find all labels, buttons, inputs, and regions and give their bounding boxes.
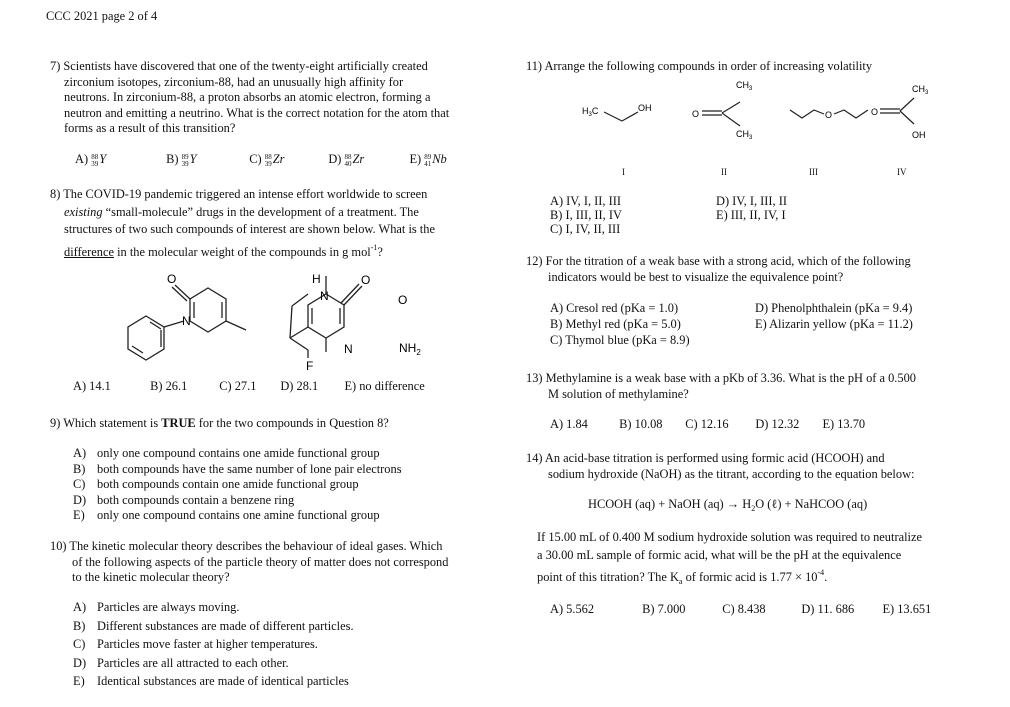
question-8: [50, 186, 435, 261]
q14-option-c[interactable]: C) 8.438: [722, 602, 766, 616]
q8-atom-o3: O: [398, 293, 408, 307]
q8-option-a[interactable]: A) 14.1: [73, 379, 111, 393]
q11-label-iv: IV: [897, 167, 907, 177]
q7-line3: neutrons. In zirconium-88, a proton absorbs an atomic electron, forming a: [64, 90, 431, 104]
q11-option-e[interactable]: E) III, II, IV, I: [716, 208, 786, 222]
q11-ch3a: $CH_3$: [736, 80, 753, 92]
q11-ch3b: $CH_3$: [736, 129, 753, 141]
q7-option-c[interactable]: C) 88 39Zr: [249, 152, 285, 168]
q13-options: [550, 417, 865, 433]
q8-atom-o2: O: [361, 273, 371, 287]
q12-line1: 12) For the titration of a weak base with a strong acid, which of the following: [526, 254, 911, 268]
compound-i-bonds: [604, 112, 638, 121]
q12-option-d[interactable]: D) Phenolphthalein (pKa = 9.4): [755, 301, 913, 315]
q7-line1: 7) Scientists have discovered that one of the twenty-eight artificially created: [50, 59, 428, 73]
q10-line3: to the kinetic molecular theory?: [72, 570, 230, 584]
q12-options-right: [755, 300, 913, 332]
q11-option-b[interactable]: B) I, III, II, IV: [550, 208, 622, 222]
q8-atom-f: F: [306, 359, 314, 373]
q13-option-e[interactable]: E) 13.70: [822, 417, 866, 431]
q7-option-a[interactable]: A) 88 39Y: [75, 152, 107, 168]
q8-options: [73, 379, 425, 395]
q11-stem: 11) Arrange the following compounds in order of increasing volatility: [526, 59, 873, 73]
q12-option-a[interactable]: A) Cresol red (pKa = 1.0): [550, 301, 679, 315]
q8-option-d[interactable]: D) 28.1: [280, 379, 319, 393]
q13-line1: 13) Methylamine is a weak base with a pKb of 3.36. What is the pH of a 0.500: [526, 371, 916, 385]
q7-option-e[interactable]: E) 89 41Nb: [409, 152, 447, 168]
pyridone-ring: [190, 288, 226, 332]
q8-line1: 8) The COVID-19 pandemic triggered an intense effort worldwide to screen: [50, 187, 428, 201]
q12-option-c[interactable]: C) Thymol blue (pKa = 8.9): [550, 333, 690, 347]
q14-option-e[interactable]: E) 13.651: [882, 602, 932, 616]
q11-o3: O: [871, 107, 879, 117]
q7-options: [75, 152, 447, 168]
q8-line4: difference in the molecular weight of the compounds in g mol$^{-1}$?: [64, 242, 383, 259]
page-header: CCC 2021 page 2 of 4: [46, 9, 158, 23]
q9-option-c[interactable]: C) both compounds contain one amide functional group: [73, 477, 359, 491]
q10-line1: 10) The kinetic molecular theory describes the behaviour of ideal gases. Which: [50, 539, 443, 553]
q10-option-e[interactable]: E) Identical substances are made of identical particles: [73, 674, 349, 688]
q8-atom-n1: N: [182, 314, 191, 328]
q11-options-left: [550, 194, 622, 236]
q9-option-e[interactable]: E) only one compound contains one amine functional group: [73, 508, 380, 522]
q13-option-c[interactable]: C) 12.16: [685, 417, 729, 431]
q11-label-iii: III: [809, 167, 818, 177]
q11-h3c: $H_3C$: [582, 106, 599, 118]
q14-option-a[interactable]: A) 5.562: [550, 602, 595, 616]
q14-line2: sodium hydroxide (NaOH) as the titrant, according to the equation below:: [548, 466, 915, 481]
q11-ch3c: $CH_3$: [912, 84, 929, 96]
q8-option-c[interactable]: C) 27.1: [219, 379, 257, 393]
question-9: 9) Which statement is TRUE for the two compounds in Question 8?: [50, 416, 389, 430]
q9-option-b[interactable]: B) both compounds have the same number of lone pair electrons: [73, 461, 402, 476]
q9-options: [73, 446, 402, 524]
q8-atom-h: H: [312, 272, 321, 286]
q11-o2: O: [825, 110, 833, 120]
q13-option-a[interactable]: A) 1.84: [550, 417, 588, 431]
q7-line5: forms as a result of this transition?: [64, 121, 236, 135]
q14-options: [550, 602, 931, 618]
question-13: [526, 371, 916, 402]
q14-option-d[interactable]: D) 11. 686: [801, 602, 855, 616]
q11-label-i: I: [622, 167, 625, 177]
q8-option-b[interactable]: B) 26.1: [150, 379, 188, 393]
q8-atom-nh2: $NH_2$: [399, 341, 421, 357]
q13-option-b[interactable]: B) 10.08: [619, 417, 663, 431]
q7-line4: neutron and emitting a neutrino. What is the correct notation for the atom that: [64, 105, 450, 120]
question-12: [526, 254, 911, 285]
q7-option-d[interactable]: D) 88 40Zr: [328, 152, 365, 168]
question-14: [526, 451, 914, 482]
q10-option-a[interactable]: A) Particles are always moving.: [73, 600, 240, 614]
q12-option-b[interactable]: B) Methyl red (pKa = 5.0): [550, 317, 681, 331]
question-7: [50, 59, 449, 137]
q12-line2: indicators would be best to visualize the equivalence point?: [548, 269, 844, 284]
q11-oh1: OH: [638, 103, 652, 113]
q13-option-d[interactable]: D) 12.32: [755, 417, 800, 431]
q14-option-b[interactable]: B) 7.000: [642, 602, 686, 616]
q11-o1: O: [692, 109, 700, 119]
q13-line2: M solution of methylamine?: [548, 386, 689, 401]
q8-atom-o1: O: [167, 272, 177, 286]
compound-iii-bonds: [790, 110, 824, 118]
q14-equation: HCOOH (aq) + NaOH $(aq) \to H_2O$ (ℓ) + NaHCOO (aq): [588, 497, 868, 513]
q7-line2: zirconium isotopes, zirconium-88, had an unusually high affinity for: [64, 74, 404, 89]
q14-body1: If 15.00 mL of 0.400 M sodium hydroxide solution was required to neutralize: [537, 530, 922, 544]
q11-option-c[interactable]: C) I, IV, II, III: [550, 222, 621, 236]
q8-structures: [110, 266, 440, 378]
q14-body3: point of this titration? The $K_a$ of formic acid is $1.77 \times 10^{-4}$.: [537, 568, 828, 586]
q10-line2: of the following aspects of the particle theory of matter does not correspond: [72, 554, 449, 569]
q11-label-ii: II: [721, 167, 727, 177]
q9-option-a[interactable]: A) only one compound contains one amide functional group: [73, 446, 380, 460]
q11-options-right: [716, 194, 787, 222]
question-10: [50, 539, 448, 586]
q9-option-d[interactable]: D) both compounds contain a benzene ring: [73, 492, 295, 507]
q10-option-b[interactable]: B) Different substances are made of different particles.: [73, 618, 354, 633]
q8-option-e[interactable]: E) no difference: [344, 379, 425, 393]
q10-option-d[interactable]: D) Particles are all attracted to each other.: [73, 655, 289, 670]
benzene-ring: [128, 316, 164, 360]
q10-options: [73, 600, 354, 693]
q8-line2: existing “small-molecule” drugs in the development of a treatment. The: [64, 204, 419, 219]
q14-line1: 14) An acid-base titration is performed using formic acid (HCOOH) and: [526, 451, 885, 465]
q8-atom-n2: N: [320, 289, 329, 303]
q12-option-e[interactable]: E) Alizarin yellow (pKa = 11.2): [755, 317, 913, 331]
q11-option-d[interactable]: D) IV, I, III, II: [716, 194, 787, 208]
q14-body: [537, 528, 922, 591]
q12-options-left: [550, 300, 690, 348]
q11-option-a[interactable]: A) IV, I, II, III: [550, 194, 621, 208]
q14-body2: a 30.00 mL sample of formic acid, what will be the pH at the equivalence: [537, 548, 902, 562]
q11-oh2: OH: [912, 130, 926, 140]
q11-structures: [578, 74, 958, 144]
q10-option-c[interactable]: C) Particles move faster at higher temperatures.: [73, 637, 318, 651]
q8-line3: structures of two such compounds of interest are shown below. What is the: [64, 222, 435, 236]
q7-option-b[interactable]: B) 89 39Y: [166, 152, 197, 168]
q8-atom-n3: N: [344, 342, 353, 356]
